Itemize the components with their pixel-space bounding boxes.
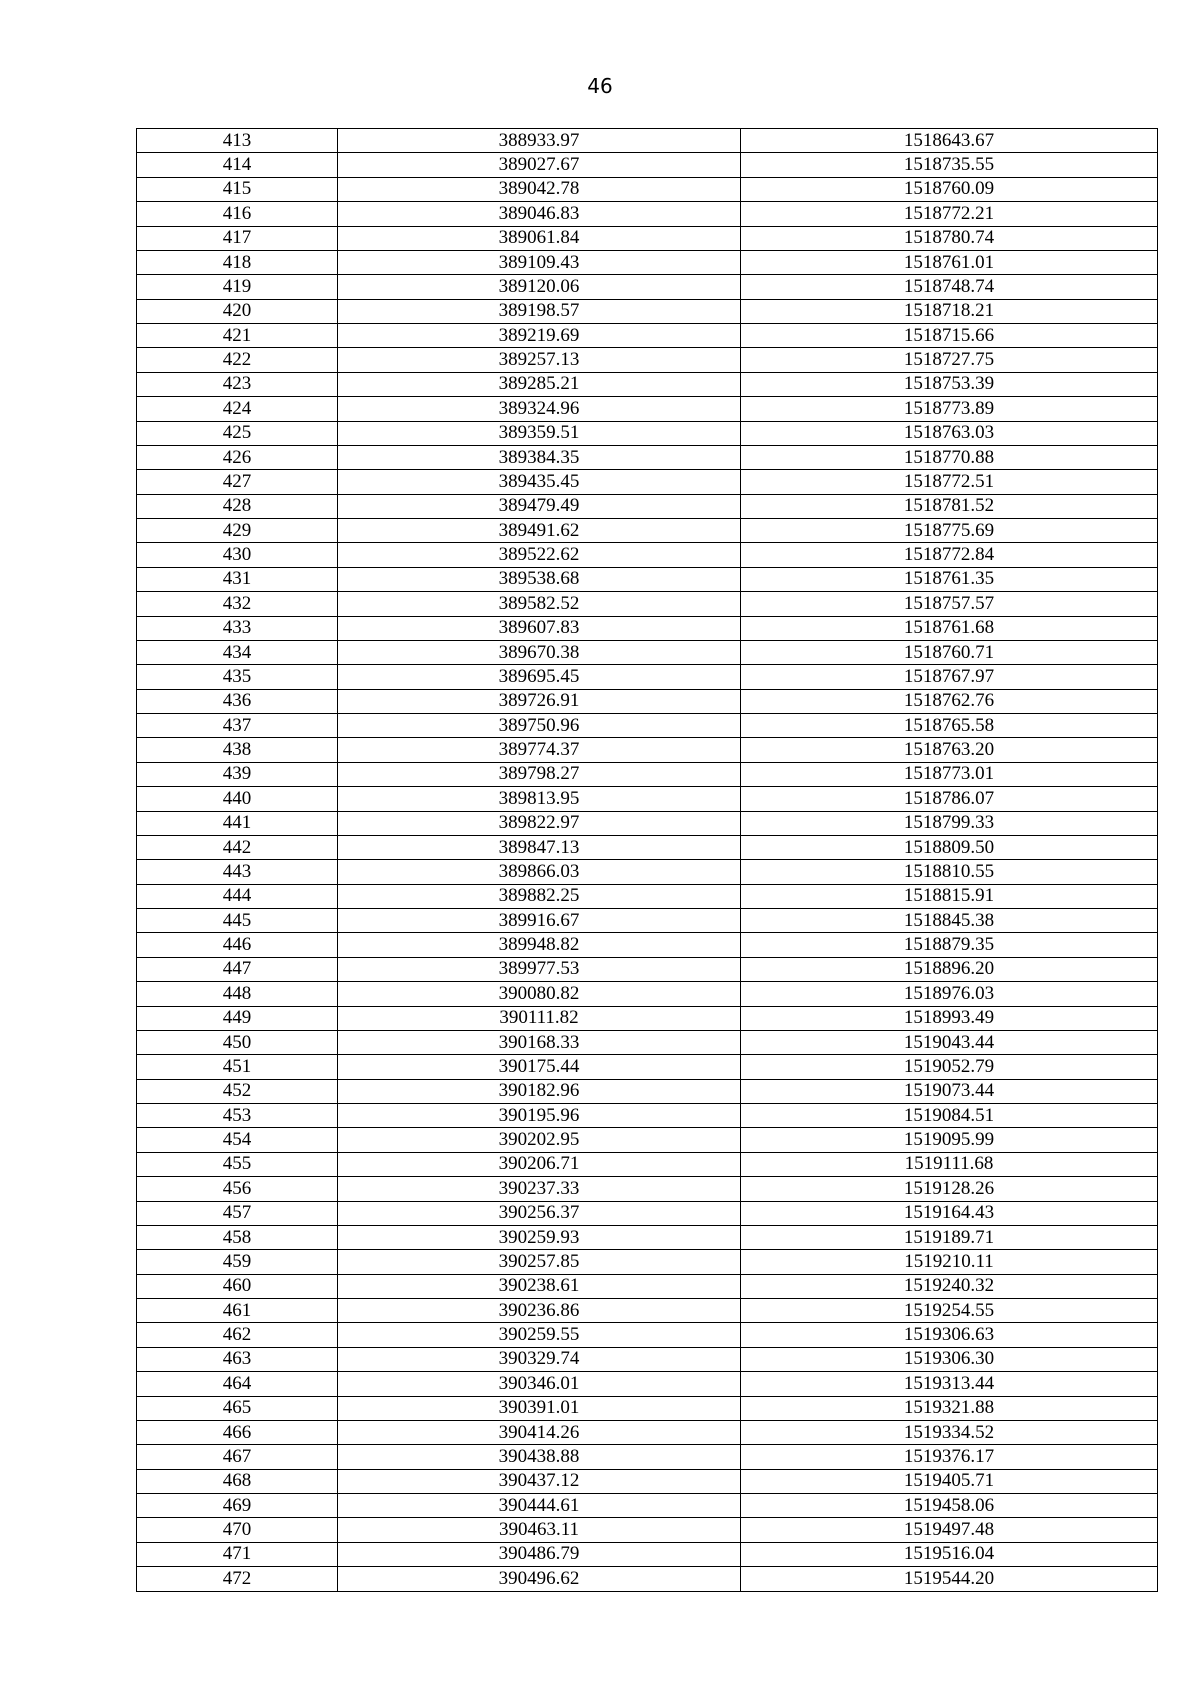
table-row [137, 1274, 1158, 1298]
y-coordinate-cell: 1519210.11 [741, 1250, 1158, 1274]
point-number-cell: 462 [137, 1323, 338, 1347]
y-coordinate-cell: 1518976.03 [741, 982, 1158, 1006]
table-row [137, 689, 1158, 713]
point-number-cell: 445 [137, 909, 338, 933]
table-row [137, 494, 1158, 518]
point-number-cell: 455 [137, 1152, 338, 1176]
point-number-cell: 456 [137, 1177, 338, 1201]
point-number-cell: 429 [137, 519, 338, 543]
point-number-cell: 436 [137, 689, 338, 713]
x-coordinate-cell: 390237.33 [338, 1177, 741, 1201]
y-coordinate-cell: 1518715.66 [741, 324, 1158, 348]
point-number-cell: 442 [137, 835, 338, 859]
table-row [137, 543, 1158, 567]
point-number-cell: 432 [137, 592, 338, 616]
point-number-cell: 440 [137, 787, 338, 811]
y-coordinate-cell: 1519544.20 [741, 1567, 1158, 1591]
table-row [137, 129, 1158, 153]
point-number-cell: 447 [137, 957, 338, 981]
y-coordinate-cell: 1518772.51 [741, 470, 1158, 494]
point-number-cell: 426 [137, 445, 338, 469]
x-coordinate-cell: 390437.12 [338, 1469, 741, 1493]
point-number-cell: 422 [137, 348, 338, 372]
point-number-cell: 454 [137, 1128, 338, 1152]
point-number-cell: 439 [137, 762, 338, 786]
x-coordinate-cell: 389198.57 [338, 299, 741, 323]
table-row [137, 1469, 1158, 1493]
x-coordinate-cell: 389798.27 [338, 762, 741, 786]
table-row [137, 1347, 1158, 1371]
table-row [137, 884, 1158, 908]
table-row [137, 616, 1158, 640]
point-number-cell: 433 [137, 616, 338, 640]
x-coordinate-cell: 389046.83 [338, 202, 741, 226]
point-number-cell: 467 [137, 1445, 338, 1469]
table-row [137, 1201, 1158, 1225]
x-coordinate-cell: 389042.78 [338, 177, 741, 201]
point-number-cell: 465 [137, 1396, 338, 1420]
table-row [137, 1152, 1158, 1176]
y-coordinate-cell: 1519313.44 [741, 1372, 1158, 1396]
y-coordinate-cell: 1518773.89 [741, 397, 1158, 421]
x-coordinate-cell: 390259.93 [338, 1225, 741, 1249]
x-coordinate-cell: 390238.61 [338, 1274, 741, 1298]
x-coordinate-cell: 390195.96 [338, 1104, 741, 1128]
x-coordinate-cell: 390391.01 [338, 1396, 741, 1420]
point-number-cell: 469 [137, 1494, 338, 1518]
table-row [137, 1323, 1158, 1347]
x-coordinate-cell: 390182.96 [338, 1079, 741, 1103]
y-coordinate-cell: 1518757.57 [741, 592, 1158, 616]
page-number: 46 [587, 74, 613, 98]
table-row [137, 640, 1158, 664]
x-coordinate-cell: 389670.38 [338, 640, 741, 664]
y-coordinate-cell: 1519240.32 [741, 1274, 1158, 1298]
table-row [137, 738, 1158, 762]
x-coordinate-cell: 390346.01 [338, 1372, 741, 1396]
point-number-cell: 418 [137, 250, 338, 274]
x-coordinate-cell: 390438.88 [338, 1445, 741, 1469]
x-coordinate-cell: 389435.45 [338, 470, 741, 494]
point-number-cell: 430 [137, 543, 338, 567]
table-row [137, 153, 1158, 177]
point-number-cell: 427 [137, 470, 338, 494]
x-coordinate-cell: 389822.97 [338, 811, 741, 835]
x-coordinate-cell: 389695.45 [338, 665, 741, 689]
x-coordinate-cell: 390168.33 [338, 1030, 741, 1054]
x-coordinate-cell: 390202.95 [338, 1128, 741, 1152]
point-number-cell: 435 [137, 665, 338, 689]
y-coordinate-cell: 1519073.44 [741, 1079, 1158, 1103]
point-number-cell: 434 [137, 640, 338, 664]
x-coordinate-cell: 390414.26 [338, 1420, 741, 1444]
table-row [137, 177, 1158, 201]
y-coordinate-cell: 1518761.68 [741, 616, 1158, 640]
point-number-cell: 438 [137, 738, 338, 762]
x-coordinate-cell: 389491.62 [338, 519, 741, 543]
table-row [137, 1006, 1158, 1030]
x-coordinate-cell: 389538.68 [338, 567, 741, 591]
x-coordinate-cell: 389120.06 [338, 275, 741, 299]
y-coordinate-cell: 1518761.01 [741, 250, 1158, 274]
x-coordinate-cell: 389774.37 [338, 738, 741, 762]
y-coordinate-cell: 1518763.20 [741, 738, 1158, 762]
y-coordinate-cell: 1519164.43 [741, 1201, 1158, 1225]
x-coordinate-cell: 389285.21 [338, 372, 741, 396]
point-number-cell: 413 [137, 129, 338, 153]
y-coordinate-cell: 1519111.68 [741, 1152, 1158, 1176]
y-coordinate-cell: 1518799.33 [741, 811, 1158, 835]
x-coordinate-cell: 390236.86 [338, 1299, 741, 1323]
x-coordinate-cell: 390259.55 [338, 1323, 741, 1347]
y-coordinate-cell: 1518993.49 [741, 1006, 1158, 1030]
point-number-cell: 417 [137, 226, 338, 250]
x-coordinate-cell: 389916.67 [338, 909, 741, 933]
y-coordinate-cell: 1519497.48 [741, 1518, 1158, 1542]
table-row [137, 787, 1158, 811]
x-coordinate-cell: 390496.62 [338, 1567, 741, 1591]
y-coordinate-cell: 1519405.71 [741, 1469, 1158, 1493]
point-number-cell: 425 [137, 421, 338, 445]
table-row [137, 470, 1158, 494]
point-number-cell: 431 [137, 567, 338, 591]
table-row [137, 348, 1158, 372]
table-row [137, 250, 1158, 274]
x-coordinate-cell: 390329.74 [338, 1347, 741, 1371]
y-coordinate-cell: 1518765.58 [741, 714, 1158, 738]
y-coordinate-cell: 1519189.71 [741, 1225, 1158, 1249]
x-coordinate-cell: 390080.82 [338, 982, 741, 1006]
x-coordinate-cell: 389813.95 [338, 787, 741, 811]
y-coordinate-cell: 1518761.35 [741, 567, 1158, 591]
table-row [137, 860, 1158, 884]
x-coordinate-cell: 389109.43 [338, 250, 741, 274]
y-coordinate-cell: 1518773.01 [741, 762, 1158, 786]
y-coordinate-cell: 1518780.74 [741, 226, 1158, 250]
y-coordinate-cell: 1518727.75 [741, 348, 1158, 372]
y-coordinate-cell: 1519376.17 [741, 1445, 1158, 1469]
x-coordinate-cell: 389726.91 [338, 689, 741, 713]
point-number-cell: 444 [137, 884, 338, 908]
y-coordinate-cell: 1518879.35 [741, 933, 1158, 957]
y-coordinate-cell: 1518753.39 [741, 372, 1158, 396]
x-coordinate-cell: 389324.96 [338, 397, 741, 421]
y-coordinate-cell: 1518735.55 [741, 153, 1158, 177]
y-coordinate-cell: 1519043.44 [741, 1030, 1158, 1054]
x-coordinate-cell: 390111.82 [338, 1006, 741, 1030]
point-number-cell: 448 [137, 982, 338, 1006]
y-coordinate-cell: 1518770.88 [741, 445, 1158, 469]
y-coordinate-cell: 1519458.06 [741, 1494, 1158, 1518]
x-coordinate-cell: 389257.13 [338, 348, 741, 372]
y-coordinate-cell: 1519052.79 [741, 1055, 1158, 1079]
point-number-cell: 437 [137, 714, 338, 738]
point-number-cell: 450 [137, 1030, 338, 1054]
x-coordinate-cell: 389522.62 [338, 543, 741, 567]
x-coordinate-cell: 389750.96 [338, 714, 741, 738]
point-number-cell: 471 [137, 1542, 338, 1566]
coordinates-table-body [137, 129, 1158, 1592]
table-row [137, 762, 1158, 786]
y-coordinate-cell: 1519321.88 [741, 1396, 1158, 1420]
point-number-cell: 428 [137, 494, 338, 518]
y-coordinate-cell: 1518786.07 [741, 787, 1158, 811]
y-coordinate-cell: 1518809.50 [741, 835, 1158, 859]
table-row [137, 1518, 1158, 1542]
y-coordinate-cell: 1518718.21 [741, 299, 1158, 323]
point-number-cell: 458 [137, 1225, 338, 1249]
point-number-cell: 459 [137, 1250, 338, 1274]
x-coordinate-cell: 389359.51 [338, 421, 741, 445]
y-coordinate-cell: 1519128.26 [741, 1177, 1158, 1201]
y-coordinate-cell: 1518748.74 [741, 275, 1158, 299]
x-coordinate-cell: 390256.37 [338, 1201, 741, 1225]
point-number-cell: 453 [137, 1104, 338, 1128]
x-coordinate-cell: 389061.84 [338, 226, 741, 250]
table-row [137, 1079, 1158, 1103]
x-coordinate-cell: 389384.35 [338, 445, 741, 469]
table-row [137, 519, 1158, 543]
table-row [137, 1396, 1158, 1420]
table-row [137, 1445, 1158, 1469]
table-row [137, 421, 1158, 445]
table-row [137, 909, 1158, 933]
point-number-cell: 460 [137, 1274, 338, 1298]
x-coordinate-cell: 388933.97 [338, 129, 741, 153]
y-coordinate-cell: 1518763.03 [741, 421, 1158, 445]
y-coordinate-cell: 1519306.30 [741, 1347, 1158, 1371]
table-row [137, 665, 1158, 689]
point-number-cell: 457 [137, 1201, 338, 1225]
y-coordinate-cell: 1519334.52 [741, 1420, 1158, 1444]
y-coordinate-cell: 1518845.38 [741, 909, 1158, 933]
table-row [137, 1494, 1158, 1518]
point-number-cell: 414 [137, 153, 338, 177]
point-number-cell: 420 [137, 299, 338, 323]
point-number-cell: 443 [137, 860, 338, 884]
y-coordinate-cell: 1518643.67 [741, 129, 1158, 153]
x-coordinate-cell: 390257.85 [338, 1250, 741, 1274]
x-coordinate-cell: 389479.49 [338, 494, 741, 518]
y-coordinate-cell: 1518772.84 [741, 543, 1158, 567]
table-row [137, 372, 1158, 396]
y-coordinate-cell: 1518772.21 [741, 202, 1158, 226]
y-coordinate-cell: 1518760.71 [741, 640, 1158, 664]
table-row [137, 275, 1158, 299]
y-coordinate-cell: 1518810.55 [741, 860, 1158, 884]
y-coordinate-cell: 1518781.52 [741, 494, 1158, 518]
table-row [137, 811, 1158, 835]
table-row [137, 1250, 1158, 1274]
coordinates-table [136, 128, 1158, 1592]
point-number-cell: 466 [137, 1420, 338, 1444]
table-row [137, 1055, 1158, 1079]
point-number-cell: 446 [137, 933, 338, 957]
x-coordinate-cell: 389866.03 [338, 860, 741, 884]
table-row [137, 1567, 1158, 1591]
point-number-cell: 421 [137, 324, 338, 348]
table-row [137, 567, 1158, 591]
point-number-cell: 468 [137, 1469, 338, 1493]
y-coordinate-cell: 1518775.69 [741, 519, 1158, 543]
y-coordinate-cell: 1518767.97 [741, 665, 1158, 689]
table-row [137, 1372, 1158, 1396]
y-coordinate-cell: 1518815.91 [741, 884, 1158, 908]
x-coordinate-cell: 389948.82 [338, 933, 741, 957]
y-coordinate-cell: 1518896.20 [741, 957, 1158, 981]
table-row [137, 397, 1158, 421]
x-coordinate-cell: 389882.25 [338, 884, 741, 908]
y-coordinate-cell: 1519095.99 [741, 1128, 1158, 1152]
table-row [137, 982, 1158, 1006]
point-number-cell: 423 [137, 372, 338, 396]
point-number-cell: 419 [137, 275, 338, 299]
table-row [137, 1299, 1158, 1323]
table-row [137, 957, 1158, 981]
x-coordinate-cell: 389219.69 [338, 324, 741, 348]
y-coordinate-cell: 1518760.09 [741, 177, 1158, 201]
table-row [137, 933, 1158, 957]
x-coordinate-cell: 389977.53 [338, 957, 741, 981]
point-number-cell: 461 [137, 1299, 338, 1323]
point-number-cell: 464 [137, 1372, 338, 1396]
table-row [137, 226, 1158, 250]
table-row [137, 1420, 1158, 1444]
y-coordinate-cell: 1519254.55 [741, 1299, 1158, 1323]
table-row [137, 1104, 1158, 1128]
x-coordinate-cell: 389027.67 [338, 153, 741, 177]
x-coordinate-cell: 390486.79 [338, 1542, 741, 1566]
table-row [137, 1542, 1158, 1566]
table-row [137, 714, 1158, 738]
point-number-cell: 470 [137, 1518, 338, 1542]
table-row [137, 1177, 1158, 1201]
x-coordinate-cell: 390463.11 [338, 1518, 741, 1542]
y-coordinate-cell: 1518762.76 [741, 689, 1158, 713]
table-row [137, 592, 1158, 616]
point-number-cell: 416 [137, 202, 338, 226]
table-row [137, 1225, 1158, 1249]
point-number-cell: 441 [137, 811, 338, 835]
table-row [137, 1128, 1158, 1152]
point-number-cell: 463 [137, 1347, 338, 1371]
table-row [137, 1030, 1158, 1054]
table-row [137, 835, 1158, 859]
point-number-cell: 452 [137, 1079, 338, 1103]
x-coordinate-cell: 389582.52 [338, 592, 741, 616]
point-number-cell: 449 [137, 1006, 338, 1030]
table-row [137, 299, 1158, 323]
x-coordinate-cell: 390175.44 [338, 1055, 741, 1079]
y-coordinate-cell: 1519516.04 [741, 1542, 1158, 1566]
x-coordinate-cell: 389847.13 [338, 835, 741, 859]
x-coordinate-cell: 390444.61 [338, 1494, 741, 1518]
table-row [137, 324, 1158, 348]
x-coordinate-cell: 390206.71 [338, 1152, 741, 1176]
y-coordinate-cell: 1519306.63 [741, 1323, 1158, 1347]
y-coordinate-cell: 1519084.51 [741, 1104, 1158, 1128]
table-row [137, 445, 1158, 469]
point-number-cell: 472 [137, 1567, 338, 1591]
x-coordinate-cell: 389607.83 [338, 616, 741, 640]
point-number-cell: 415 [137, 177, 338, 201]
point-number-cell: 424 [137, 397, 338, 421]
table-row [137, 202, 1158, 226]
point-number-cell: 451 [137, 1055, 338, 1079]
